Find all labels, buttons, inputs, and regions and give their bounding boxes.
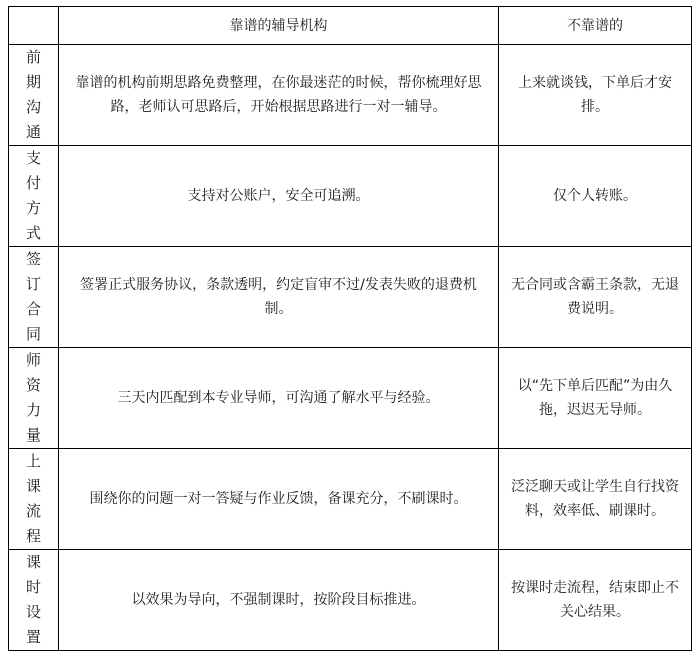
row-label: 签订合同: [9, 247, 59, 348]
reliable-cell: 以效果为导向，不强制课时，按阶段目标推进。: [59, 550, 499, 651]
table-row: [9, 247, 692, 348]
row-label: 师资力量: [9, 348, 59, 449]
table-row: [9, 348, 692, 449]
reliable-cell: 支持对公账户，安全可追溯。: [59, 146, 499, 247]
row-label: 课时设置: [9, 550, 59, 651]
header-reliable: 靠谱的辅导机构: [59, 7, 499, 45]
table-header-row: [9, 7, 692, 45]
header-unreliable: 不靠谱的: [499, 7, 692, 45]
header-corner-cell: [9, 7, 59, 45]
reliable-cell: 靠谱的机构前期思路免费整理，在你最迷茫的时候，帮你梳理好思路，老师认可思路后，开始根据思路进行一对一辅导。: [59, 45, 499, 146]
reliable-cell: 三天内匹配到本专业导师，可沟通了解水平与经验。: [59, 348, 499, 449]
row-label: 支付方式: [9, 146, 59, 247]
row-label: 前期沟通: [9, 45, 59, 146]
table-row: [9, 550, 692, 651]
unreliable-cell: 上来就谈钱，下单后才安排。: [499, 45, 692, 146]
reliable-cell: 签署正式服务协议，条款透明，约定盲审不过/发表失败的退费机制。: [59, 247, 499, 348]
unreliable-cell: 以“先下单后匹配”为由久拖，迟迟无导师。: [499, 348, 692, 449]
unreliable-cell: 仅个人转账。: [499, 146, 692, 247]
table-row: [9, 45, 692, 146]
unreliable-cell: 按课时走流程，结束即止不关心结果。: [499, 550, 692, 651]
row-label: 上课流程: [9, 449, 59, 550]
unreliable-cell: 无合同或含霸王条款，无退费说明。: [499, 247, 692, 348]
reliable-cell: 围绕你的问题一对一答疑与作业反馈，备课充分，不刷课时。: [59, 449, 499, 550]
comparison-table: [8, 6, 692, 651]
table-row: [9, 449, 692, 550]
unreliable-cell: 泛泛聊天或让学生自行找资料，效率低、刷课时。: [499, 449, 692, 550]
comparison-table-wrapper: [8, 6, 692, 651]
table-row: [9, 146, 692, 247]
